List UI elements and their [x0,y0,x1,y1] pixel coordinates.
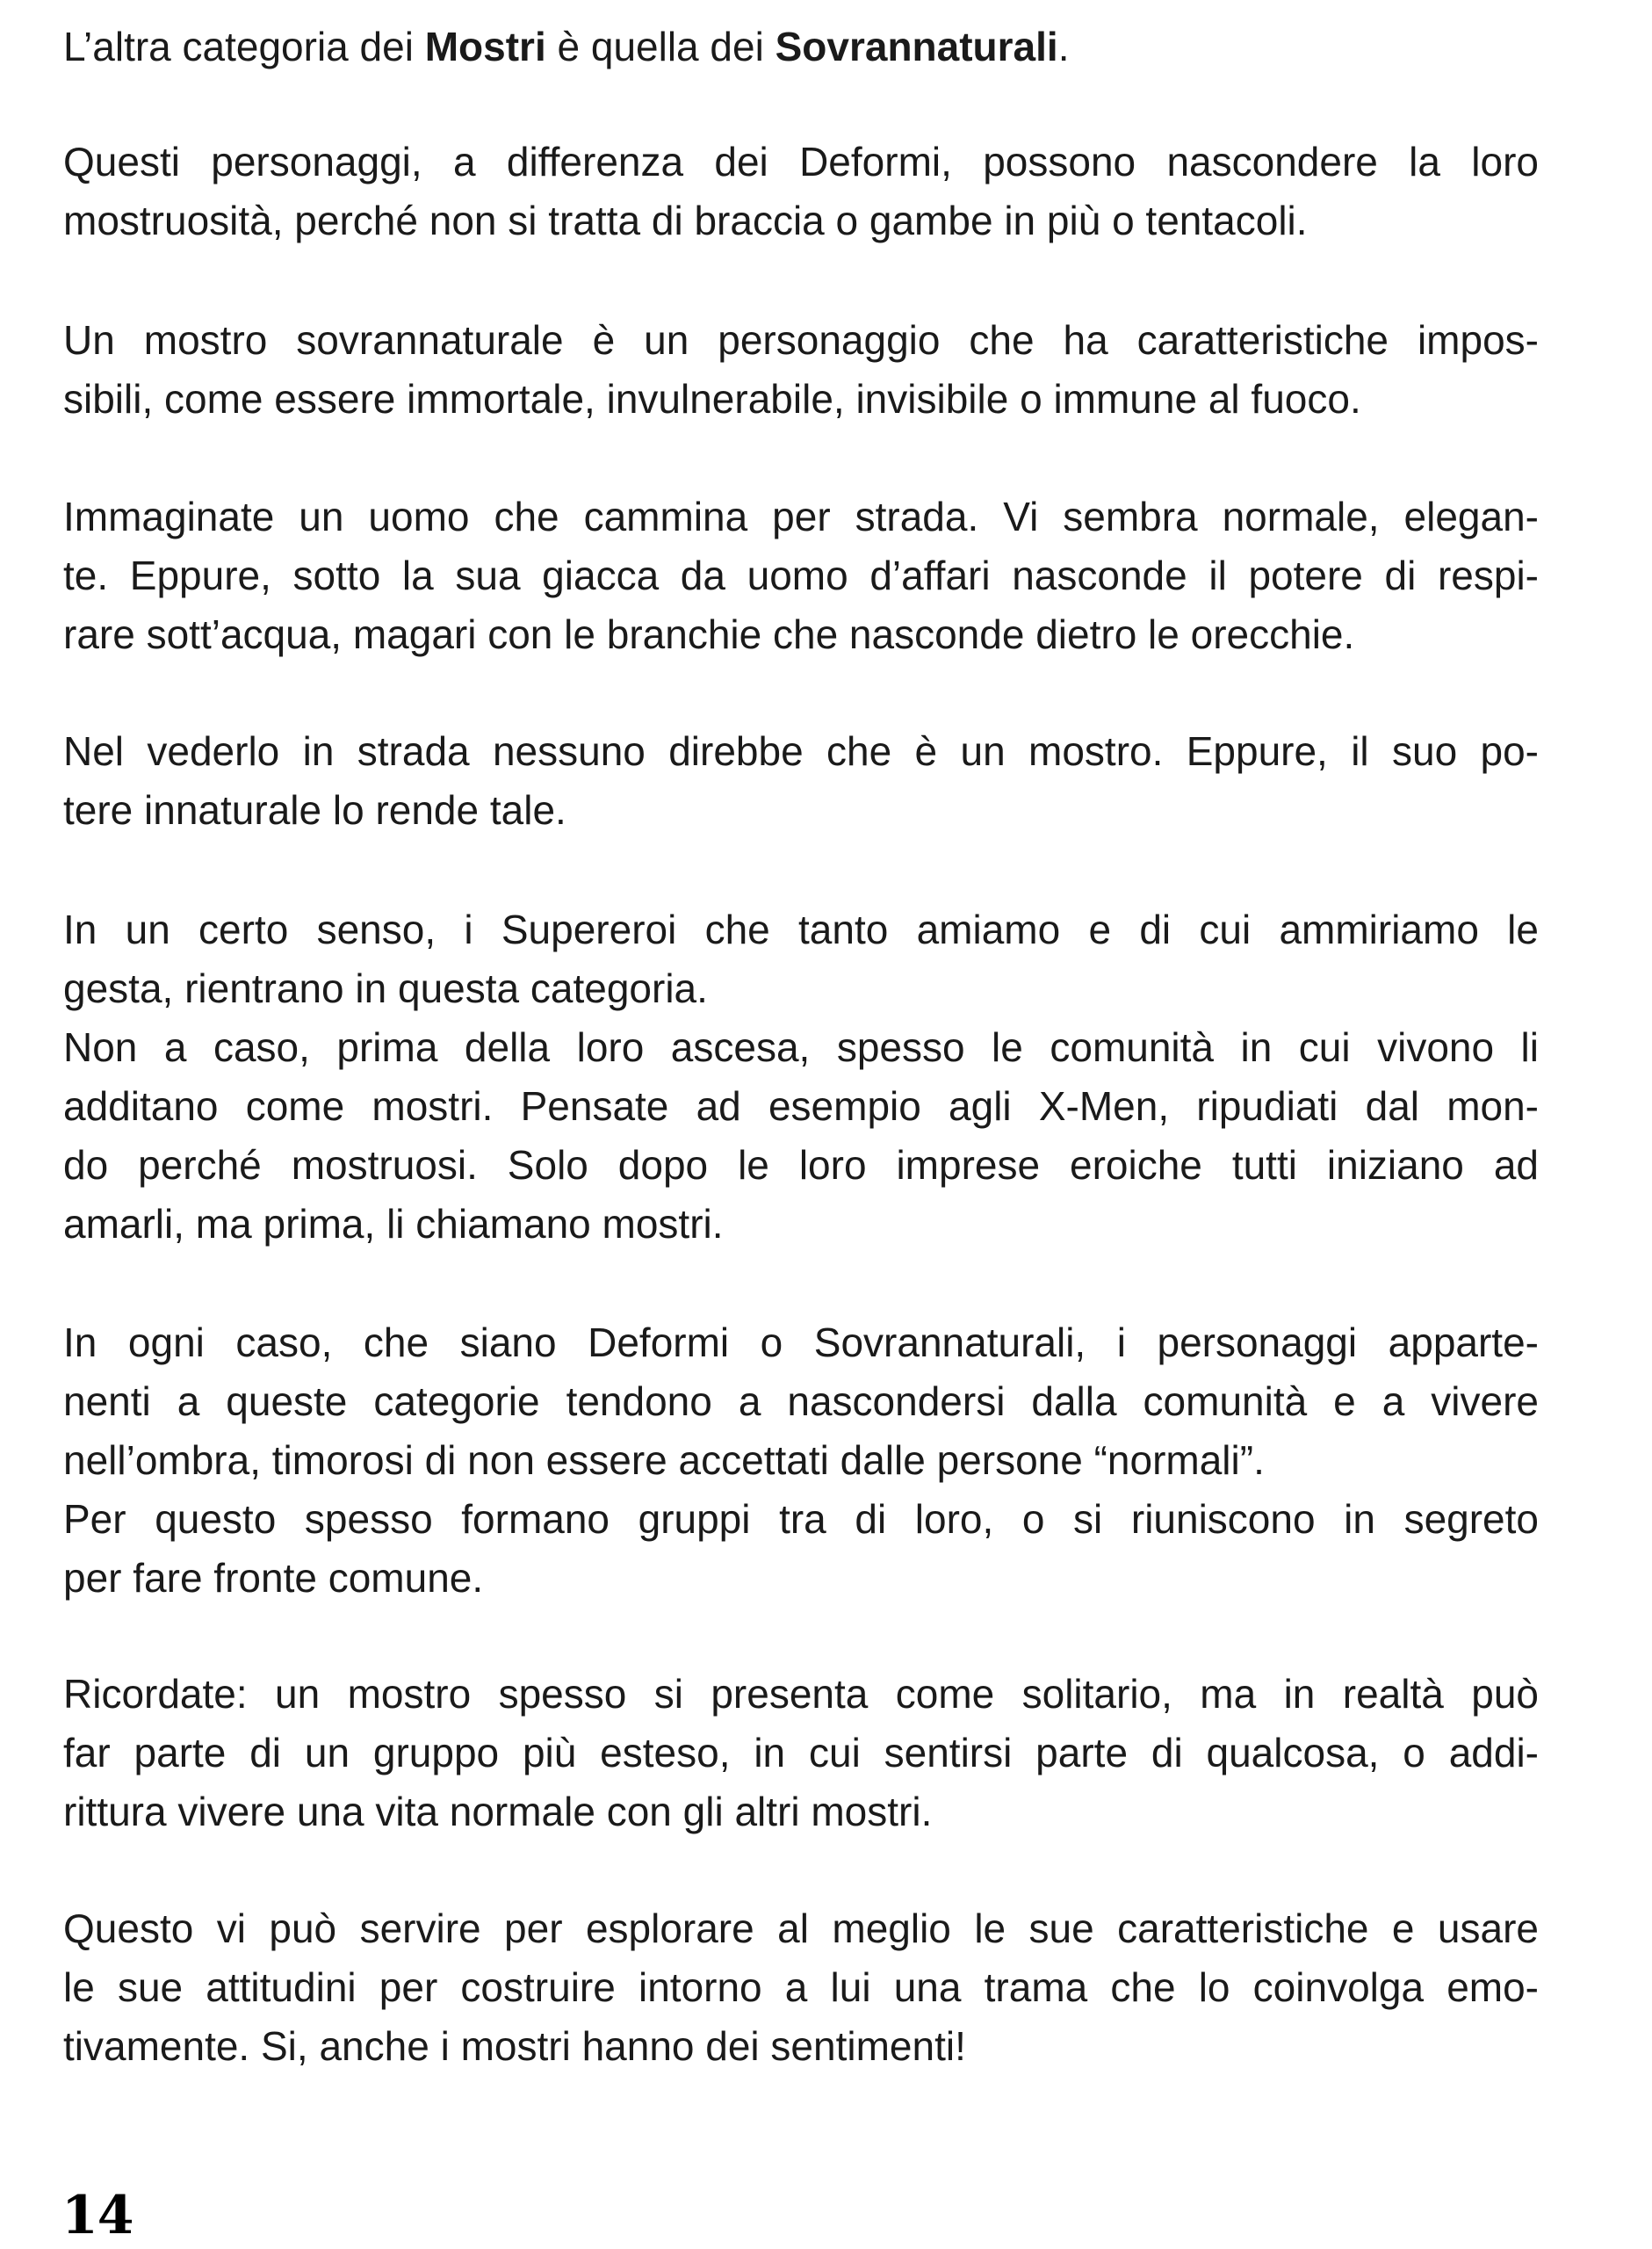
text-line: Ricordate: un mostro spesso si presenta come solitario, ma in realtà può [63,1671,1539,1717]
paragraph-4 [63,488,1539,664]
text-line: le sue attitudini per costruire intorno a lui una trama che lo coinvolga emo- [63,1964,1539,2010]
bold-term-mostri: Mostri [424,24,546,69]
text-line: Questo vi può servire per esplorare al meglio le sue caratteristiche e usare [63,1906,1539,1951]
text-line: do perché mostruosi. Solo dopo le loro imprese eroiche tutti iniziano ad [63,1142,1539,1188]
page-number: 14 [61,2185,133,2246]
paragraph-7 [63,1313,1539,1608]
text-run: è quella dei [545,24,776,69]
paragraph-6 [63,900,1539,1254]
paragraph-intro [63,18,1539,76]
text-line: In ogni caso, che siano Deformi o Sovrannaturali, i personaggi apparte- [63,1320,1539,1365]
text-line: Questi personaggi, a differenza dei Deformi, possono nascondere la loro [63,139,1539,184]
text-line: rittura vivere una vita normale con gli altri mostri. [63,1789,933,1834]
text-line: Per questo spesso formano gruppi tra di loro, o si riuniscono in segreto [63,1496,1539,1542]
text-line: Nel vederlo in strada nessuno direbbe che è un mostro. Eppure, il suo po- [63,728,1539,774]
text-line: Immaginate un uomo che cammina per strada. Vi sembra normale, elegan- [63,494,1539,539]
text-line: far parte di un gruppo più esteso, in cui sentirsi parte di qualcosa, o addi- [63,1730,1539,1775]
text-line [63,18,1539,76]
text-line: nenti a queste categorie tendono a nascondersi dalla comunità e a vivere [63,1378,1539,1424]
text-line: nell’ombra, timorosi di non essere accettati dalle persone “normali”. [63,1437,1265,1483]
text-line: per fare fronte comune. [63,1555,484,1601]
text-line: amarli, ma prima, li chiamano mostri. [63,1201,724,1247]
text-line: additano come mostri. Pensate ad esempio agli X-Men, ripudiati dal mon- [63,1083,1539,1129]
text-line: Non a caso, prima della loro ascesa, spesso le comunità in cui vivono li [63,1024,1539,1070]
paragraph-3 [63,311,1539,429]
text-line: tere innaturale lo rende tale. [63,787,566,833]
text-run: L’altra categoria dei [63,24,425,69]
text-line: te. Eppure, sotto la sua giacca da uomo d’affari nasconde il potere di respi- [63,553,1539,598]
text-run: . [1057,24,1070,69]
text-line: rare sott’acqua, magari con le branchie che nasconde dietro le orecchie. [63,611,1355,657]
paragraph-9 [63,1899,1539,2076]
text-line: Un mostro sovrannaturale è un personaggio che ha caratteristiche impos- [63,317,1539,363]
text-line: sibili, come essere immortale, invulnerabile, invisibile o immune al fuoco. [63,376,1361,422]
bold-term-sovrannaturali: Sovrannaturali [775,24,1058,69]
text-line: mostruosità, perché non si tratta di braccia o gambe in più o tentacoli. [63,198,1308,243]
paragraph-2 [63,133,1539,250]
paragraph-8 [63,1665,1539,1841]
text-line: gesta, rientrano in questa categoria. [63,965,708,1011]
text-line: tivamente. Si, anche i mostri hanno dei sentimenti! [63,2023,966,2069]
text-line: In un certo senso, i Supereroi che tanto amiamo e di cui ammiriamo le [63,907,1539,952]
paragraph-5 [63,722,1539,840]
